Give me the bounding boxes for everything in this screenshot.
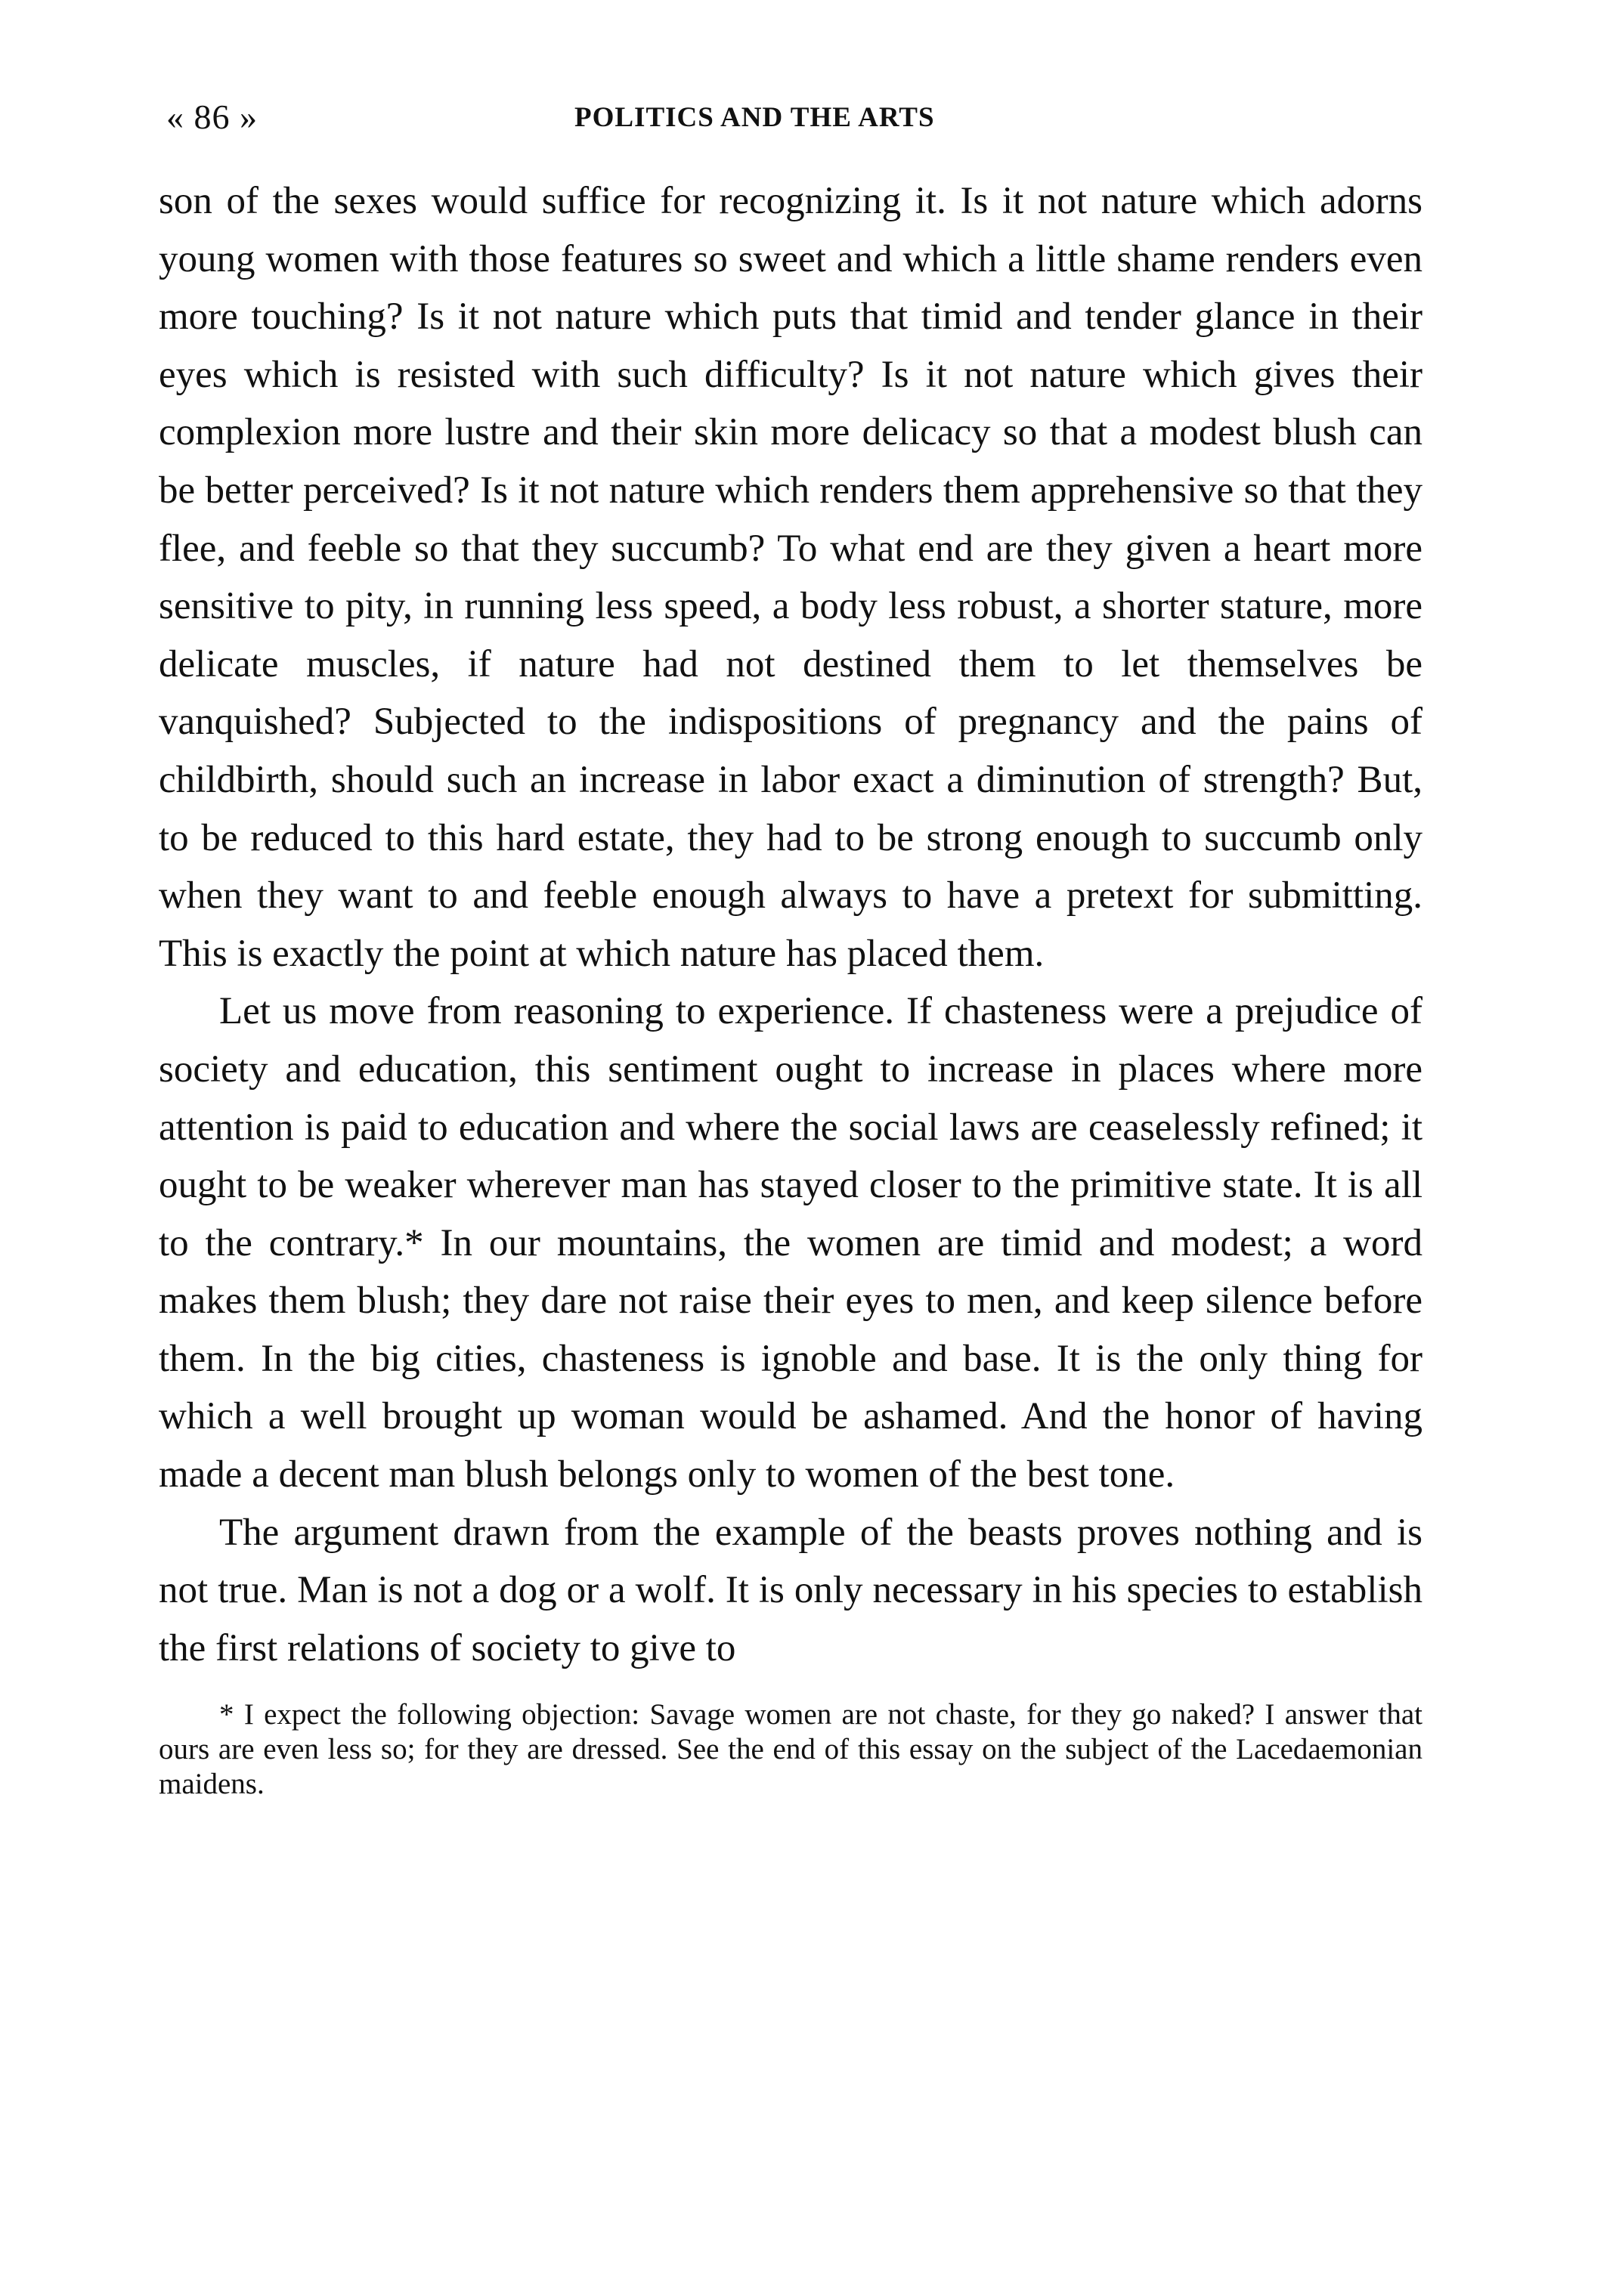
running-head [166, 89, 1421, 150]
paragraph-beasts: The argument drawn from the example of the beasts proves nothing and is not true. Man is not a dog or a wolf. It is only necessary in his species to establish the first relations of society to give to [159, 1511, 1423, 1669]
paragraph-continued: son of the sexes would suffice for recognizing it. Is it not nature which adorns young women with those features so sweet and which a little shame renders even more touching? Is it not nature which puts that timid and tender glance in their eyes which is resisted with such difficulty? Is it not nature which gives their complexion more lustre and their skin more delicacy so that a modest blush can be better perceived? Is it not nature which renders them apprehensive so that they flee, and feeble so that they succumb? To what end are they given a heart more sensitive to pity, in running less speed, a body less robust, a shorter stature, more delicate muscles, if nature had not destined them to let themselves be vanquished? Subjected to the indispositions of pregnancy and the pains of childbirth, should such an increase in labor exact a diminution of strength? But, to be reduced to this hard estate, they had to be strong enough to succumb only when they want to and feeble enough always to have a pretext for submitting. This is exactly the point at which nature has placed them. [159, 180, 1423, 975]
page-number: « 86 » [166, 97, 258, 136]
body-text [159, 172, 1423, 1677]
running-title: POLITICS AND THE ARTS [574, 102, 935, 133]
footnote: * I expect the following objection: Savage women are not chaste, for they go naked? I answer that ours are even less so; for they are dressed. See the end of this essay on the subject of the Lacedaemonian maidens. [159, 1698, 1423, 1800]
paragraph-experience: Let us move from reasoning to experience. If chasteness were a prejudice of society and education, this sentiment ought to increase in places where more attention is paid to education and where the social laws are ceaselessly refined; it ought to be weaker wherever man has stayed closer to the primitive state. It is all to the contrary.* In our mountains, the women are timid and modest; a word makes them blush; they dare not raise their eyes to men, and keep silence before them. In the big cities, chasteness is ignoble and base. It is the only thing for which a well brought up woman would be ashamed. And the honor of having made a decent man blush belongs only to women of the best tone. [159, 990, 1423, 1496]
